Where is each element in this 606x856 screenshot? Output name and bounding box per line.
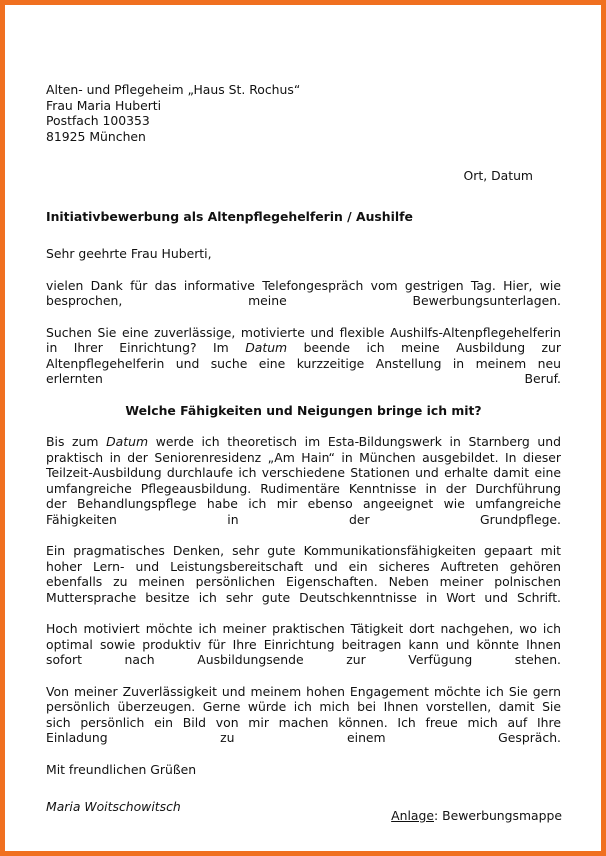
- text-line: besprochen, meine Bewerbungsunterlagen.: [46, 293, 561, 308]
- text-line: vielen Dank für das informative Telefongespräch vom gestrigen Tag. Hier, wie: [46, 277, 561, 293]
- text-line: Fähigkeiten in der Grundpflege.: [46, 511, 561, 527]
- text-line: Einladung zu einem Gespräch.: [46, 730, 561, 745]
- recipient-line: Postfach 100353: [46, 113, 150, 128]
- enclosure-label: Anlage: [391, 808, 434, 823]
- text-line: optimal sowie produktiv für Ihre Einrichtung beitragen kann und könnte Ihnen: [46, 636, 561, 652]
- text-line: Suchen Sie eine zuverlässige, motivierte und flexible Aushilfs-Altenpflegehelferin: [46, 324, 561, 340]
- recipient-address: [46, 82, 561, 144]
- text-line: Muttersprache besitze ich sehr gute Deutschkenntnisse in Wort und Schrift.: [46, 589, 561, 605]
- text-line: sofort nach Ausbildungsende zur Verfügung stehen.: [46, 652, 561, 667]
- section-heading: Welche Fähigkeiten und Neigungen bringe ich mit?: [125, 402, 482, 418]
- text-line: umfangreiche Pflegeausbildung. Rudimentäre Kenntnisse in der Durchführung: [46, 480, 561, 496]
- text-line: erlernten Beruf.: [46, 371, 561, 386]
- text-line: Ein pragmatisches Denken, sehr gute Kommunikationsfähigkeiten gepaart mit: [46, 543, 561, 558]
- text-segment: werde ich theoretisch im Esta-Bildungswerk in Starnberg und: [155, 434, 561, 449]
- paragraph-2: [46, 325, 561, 387]
- text-line: praktisch in der Seniorenresidenz „Am Hain“ in München ausgebildet. In dieser: [46, 449, 561, 465]
- closing: Mit freundlichen Grüßen: [46, 761, 197, 777]
- text-line: sich persönlich ein Bild von mir machen können. Ich freue mich auf Ihre: [46, 714, 561, 730]
- text-segment: in Ihrer Einrichtung? Im: [46, 340, 229, 355]
- signature: Maria Woitschowitsch: [46, 799, 181, 814]
- text-segment: beende ich meine Ausbildung zur: [303, 340, 561, 355]
- text-line: der Behandlungspflege habe ich mir ebenso angeeignet wie umfangreiche: [46, 496, 561, 511]
- text-line: ebenfalls zu meinen persönlichen Eigenschaften. Neben meiner polnischen: [46, 574, 561, 589]
- text-line: Von meiner Zuverlässigkeit und meinem hohen Engagement möchte ich Sie gern: [46, 683, 561, 699]
- text-line: [46, 340, 561, 356]
- text-segment: Bis zum: [46, 434, 99, 449]
- salutation: Sehr geehrte Frau Huberti,: [46, 246, 212, 261]
- recipient-line: Alten- und Pflegeheim „Haus St. Rochus“: [46, 82, 301, 97]
- paragraph-3: [46, 434, 561, 527]
- paragraph-4: [46, 543, 561, 605]
- paragraph-1: [46, 278, 561, 309]
- text-line: hoher Lern- und Leistungsbereitschaft und ein sicheres Auftreten gehören: [46, 558, 561, 574]
- italic-placeholder: Datum: [245, 340, 288, 355]
- recipient-line: Frau Maria Huberti: [46, 97, 162, 113]
- recipient-line: 81925 München: [46, 128, 146, 144]
- paragraph-5: [46, 621, 561, 668]
- enclosure-note: [391, 808, 562, 823]
- paragraph-6: [46, 684, 561, 746]
- text-line: persönlich überzeugen. Gerne würde ich mich bei Ihnen vorstellen, damit Sie: [46, 699, 561, 714]
- letter: [46, 82, 561, 815]
- place-date: Ort, Datum: [463, 168, 533, 183]
- text-line: [46, 434, 561, 450]
- text-line: Teilzeit-Ausbildung durchlaufe ich verschiedene Stationen und erhalte damit eine: [46, 465, 561, 480]
- text-line: Altenpflegehelferin und suche eine kurzzeitige Anstellung in meinem neu: [46, 355, 561, 371]
- italic-placeholder: Datum: [106, 434, 149, 449]
- text-line: Hoch motiviert möchte ich meiner praktischen Tätigkeit dort nachgehen, wo ich: [46, 621, 561, 636]
- enclosure-value: : Bewerbungsmappe: [434, 808, 562, 823]
- subject-line: Initiativbewerbung als Altenpflegehelferin / Aushilfe: [46, 208, 413, 224]
